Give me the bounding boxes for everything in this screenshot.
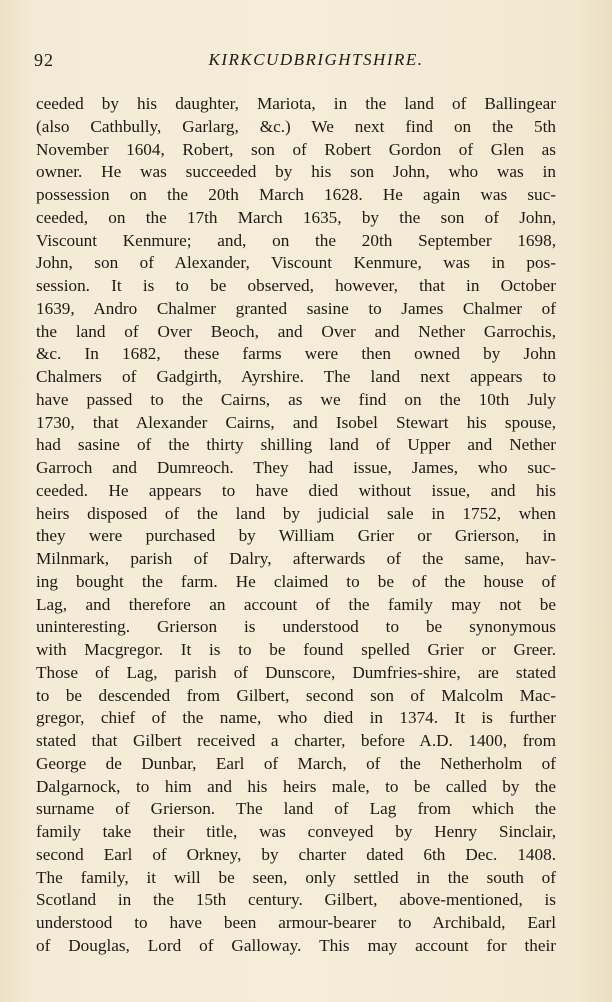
text-line: Those of Lag, parish of Dunscore, Dumfries-shire, are stated: [36, 662, 556, 682]
text-line: ceeded, on the 17th March 1635, by the son of John,: [36, 207, 556, 227]
text-line: understood to have been armour-bearer to Archibald, Earl: [36, 913, 556, 932]
text-line: Scotland in the 15th century. Gilbert, above-mentioned, is: [36, 890, 556, 910]
text-line: George de Dunbar, Earl of March, of the Netherholm of: [36, 753, 556, 773]
text-line: &c. In 1682, these farms were then owned by John: [36, 344, 556, 364]
text-line: have passed to the Cairns, as we find on the 10th July: [36, 389, 556, 409]
text-line: Viscount Kenmure; and, on the 20th September 1698,: [36, 230, 556, 250]
text-line: stated that Gilbert received a charter, before A.D. 1400, from: [36, 731, 556, 750]
text-line: ceeded by his daughter, Mariota, in the land of Ballingear: [36, 94, 556, 113]
text-line: Garroch and Dumreoch. They had issue, James, who suc-: [36, 458, 556, 477]
text-line: uninteresting. Grierson is understood to be synonymous: [36, 617, 556, 637]
text-line: ceeded. He appears to have died without issue, and his: [36, 480, 556, 500]
text-line: (also Cathbully, Garlarg, &c.) We next find on the 5th: [36, 116, 556, 136]
text-line: John, son of Alexander, Viscount Kenmure, was in pos-: [36, 253, 556, 273]
text-line: with Macgregor. It is to be found spelled Grier or Greer.: [36, 640, 556, 659]
text-line: had sasine of the thirty shilling land of Upper and Nether: [36, 435, 556, 455]
text-line: the land of Over Beoch, and Over and Nether Garrochis,: [36, 321, 556, 341]
text-line: 1730, that Alexander Cairns, and Isobel Stewart his spouse,: [36, 412, 556, 432]
body-text: [36, 93, 556, 958]
text-line: they were purchased by William Grier or Grierson, in: [36, 526, 556, 546]
text-line: Dalgarnock, to him and his heirs male, to be called by the: [36, 776, 556, 796]
text-line: session. It is to be observed, however, that in October: [36, 276, 556, 295]
text-line: possession on the 20th March 1628. He again was suc-: [36, 185, 556, 204]
text-line: second Earl of Orkney, by charter dated 6th Dec. 1408.: [36, 844, 556, 864]
text-line: owner. He was succeeded by his son John, who was in: [36, 162, 556, 182]
text-line: of Douglas, Lord of Galloway. This may account for their: [36, 935, 556, 955]
text-line: The family, it will be seen, only settled in the south of: [36, 867, 556, 887]
text-line: heirs disposed of the land by judicial sale in 1752, when: [36, 503, 556, 523]
text-line: Chalmers of Gadgirth, Ayrshire. The land next appears to: [36, 367, 556, 386]
text-line: Lag, and therefore an account of the family may not be: [36, 594, 556, 614]
text-line: 1639, Andro Chalmer granted sasine to James Chalmer of: [36, 298, 556, 318]
text-line: to be descended from Gilbert, second son of Malcolm Mac-: [36, 685, 556, 705]
text-line: family take their title, was conveyed by Henry Sinclair,: [36, 822, 556, 841]
text-line: November 1604, Robert, son of Robert Gordon of Glen as: [36, 139, 556, 159]
text-line: Milnmark, parish of Dalry, afterwards of the same, hav-: [36, 549, 556, 568]
text-line: ing bought the farm. He claimed to be of the house of: [36, 571, 556, 591]
page-header: [34, 50, 558, 74]
running-head: KIRKCUDBRIGHTSHIRE.: [208, 50, 424, 69]
page-number: 92: [34, 50, 54, 70]
text-line: surname of Grierson. The land of Lag from which the: [36, 799, 556, 819]
text-line: gregor, chief of the name, who died in 1374. It is further: [36, 708, 556, 728]
